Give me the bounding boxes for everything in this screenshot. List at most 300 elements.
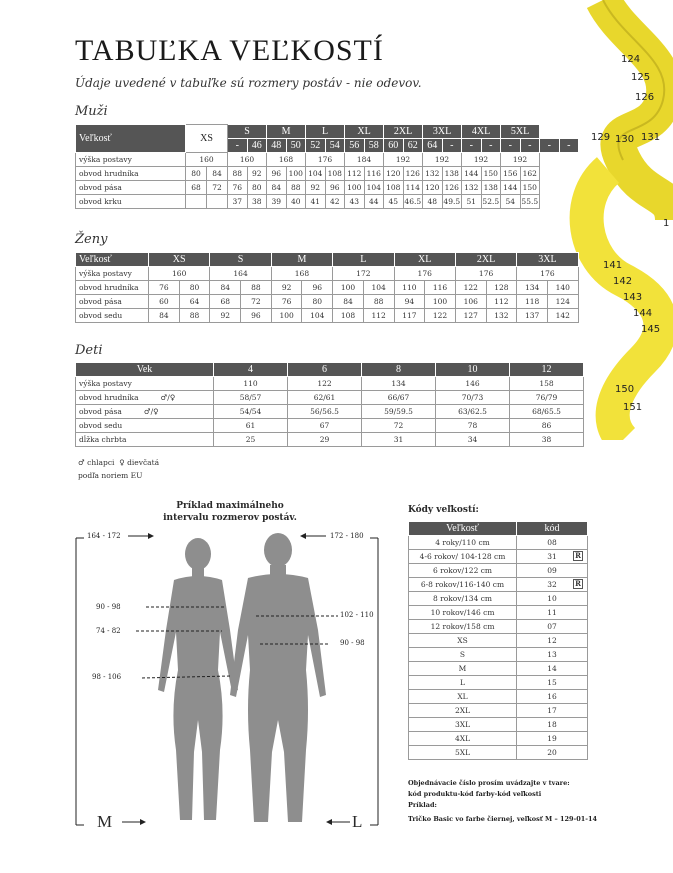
table-row xyxy=(76,153,579,167)
svg-text:1: 1 xyxy=(663,218,670,229)
figure-title: Príklad maximálneho intervalu rozmerov postáv. xyxy=(163,501,297,523)
table-row xyxy=(409,536,588,550)
cell: 64 xyxy=(179,295,210,309)
size-2xl: 2XL xyxy=(384,125,423,139)
cell: 192 xyxy=(462,153,501,167)
code-value xyxy=(517,732,588,746)
table-row xyxy=(76,405,584,419)
size-xs: XS xyxy=(186,125,228,153)
svg-text:144: 144 xyxy=(633,308,653,319)
age-header: 6 xyxy=(288,363,362,377)
cell: 49.5 xyxy=(442,195,462,209)
cell: 84 xyxy=(267,181,287,195)
page-subtitle: Údaje uvedené v tabuľke sú rozmery postáv - nie odevov. xyxy=(75,76,422,90)
code-size: XS xyxy=(409,634,517,648)
cell: 112 xyxy=(345,167,365,181)
size-header: XS xyxy=(149,253,210,267)
code-value xyxy=(517,718,588,732)
cell: 134 xyxy=(517,281,548,295)
table-row xyxy=(409,564,588,578)
codes-col-size: Veľkosť xyxy=(409,522,517,536)
women-table xyxy=(75,252,579,323)
code-size: 8 rokov/134 cm xyxy=(409,592,517,606)
cell: 100 xyxy=(286,167,306,181)
eu-size: 50 xyxy=(286,139,306,153)
men-chest: 102 - 110 xyxy=(340,611,374,619)
cell: 59/59.5 xyxy=(362,405,436,419)
cell: 80 xyxy=(179,281,210,295)
cell: 94 xyxy=(394,295,425,309)
eu-size: - xyxy=(540,139,560,153)
cell: 158 xyxy=(510,377,584,391)
cell xyxy=(207,195,228,209)
code-text: 10 xyxy=(547,594,557,603)
cell: 100 xyxy=(345,181,365,195)
codes-heading: Kódy veľkostí: xyxy=(408,505,479,515)
cell: 46.5 xyxy=(403,195,423,209)
male-silhouette xyxy=(230,533,326,822)
cell: 118 xyxy=(517,295,548,309)
cell: 168 xyxy=(267,153,306,167)
men-table xyxy=(75,124,579,209)
code-text: 15 xyxy=(547,678,557,687)
code-value xyxy=(517,606,588,620)
girl-icon: ♀ xyxy=(169,393,176,402)
women-size-label: Veľkosť xyxy=(76,253,149,267)
cell xyxy=(186,195,207,209)
men-size-label: Veľkosť xyxy=(76,125,186,153)
table-row xyxy=(76,295,579,309)
eu-size: - xyxy=(481,139,501,153)
cell: 128 xyxy=(486,281,517,295)
eu-size: - xyxy=(462,139,482,153)
code-text: 19 xyxy=(547,734,557,743)
cell: 116 xyxy=(364,167,384,181)
cell: 34 xyxy=(436,433,510,447)
code-size: 4 roky/110 cm xyxy=(409,536,517,550)
code-text: 12 xyxy=(547,636,557,645)
cell: 176 xyxy=(517,267,578,281)
cell: 122 xyxy=(288,377,362,391)
row-label: obvod krku xyxy=(76,195,186,209)
cell: 76 xyxy=(271,295,302,309)
cell: 51 xyxy=(462,195,482,209)
cell: 67 xyxy=(288,419,362,433)
code-size: 4-6 rokov/ 104-128 cm xyxy=(409,550,517,564)
cell: 92 xyxy=(306,181,326,195)
boy-girl-icon xyxy=(161,393,176,402)
cell: 84 xyxy=(149,309,180,323)
svg-text:150: 150 xyxy=(615,384,635,395)
label-m: M xyxy=(97,812,113,831)
table-row xyxy=(409,676,588,690)
cell: 122 xyxy=(425,309,456,323)
slash: / xyxy=(167,393,170,402)
cell: 78 xyxy=(436,419,510,433)
women-hips: 98 - 106 xyxy=(92,673,122,681)
regular-fit-icon: R xyxy=(575,579,581,588)
row-label: obvod pása xyxy=(76,181,186,195)
code-text: 32 xyxy=(547,580,557,589)
svg-text:131: 131 xyxy=(641,132,661,143)
cell: 92 xyxy=(210,309,241,323)
label-l: L xyxy=(352,812,363,831)
regular-fit-icon: R xyxy=(575,551,581,560)
order-note-2: kód produktu-kód farby-kód veľkosti xyxy=(408,790,542,798)
cell: 140 xyxy=(547,281,578,295)
women-heading: Ženy xyxy=(75,232,108,247)
cell: 124 xyxy=(547,295,578,309)
size-xl: XL xyxy=(345,125,384,139)
cell: 76 xyxy=(228,181,248,195)
table-row xyxy=(409,718,588,732)
cell: 76 xyxy=(149,281,180,295)
cell: 122 xyxy=(455,281,486,295)
cell: 172 xyxy=(333,267,394,281)
code-text: 16 xyxy=(547,692,557,701)
cell: 48 xyxy=(423,195,443,209)
cell: 92 xyxy=(271,281,302,295)
code-value xyxy=(517,690,588,704)
cell: 120 xyxy=(423,181,443,195)
code-size: 12 rokov/158 cm xyxy=(409,620,517,634)
kids-table xyxy=(75,362,584,447)
svg-text:129: 129 xyxy=(591,132,611,143)
cell: 41 xyxy=(306,195,326,209)
slash: / xyxy=(150,407,154,416)
table-row xyxy=(76,195,579,209)
code-size: 3XL xyxy=(409,718,517,732)
eu-size: - xyxy=(442,139,462,153)
size-header: S xyxy=(210,253,271,267)
cell: 104 xyxy=(364,181,384,195)
cell: 84 xyxy=(210,281,241,295)
table-row xyxy=(76,377,584,391)
code-text: 13 xyxy=(547,650,557,659)
table-row xyxy=(76,267,579,281)
cell: 86 xyxy=(510,419,584,433)
cell: 63/62.5 xyxy=(436,405,510,419)
row-label: výška postavy xyxy=(76,153,186,167)
cell: 120 xyxy=(384,167,404,181)
cell: 92 xyxy=(247,167,267,181)
table-row xyxy=(409,704,588,718)
eu-size: - xyxy=(520,139,540,153)
code-text: 20 xyxy=(547,748,557,757)
table-row xyxy=(76,391,584,405)
code-text: 09 xyxy=(547,566,557,575)
table-row xyxy=(409,620,588,634)
cell: 110 xyxy=(394,281,425,295)
men-waist: 90 - 98 xyxy=(340,639,365,647)
men-heading: Muži xyxy=(75,104,108,119)
kids-legend xyxy=(78,458,159,467)
size-s: S xyxy=(228,125,267,139)
cell: 25 xyxy=(214,433,288,447)
cell: 37 xyxy=(228,195,248,209)
row-label xyxy=(76,405,214,419)
cell: 108 xyxy=(384,181,404,195)
cell: 88 xyxy=(363,295,394,309)
svg-text:125: 125 xyxy=(631,72,651,83)
code-text: 17 xyxy=(547,706,557,715)
age-header: 4 xyxy=(214,363,288,377)
size-header: XL xyxy=(394,253,455,267)
code-text: 07 xyxy=(547,622,557,631)
cell: 150 xyxy=(481,167,501,181)
eu-size: - xyxy=(501,139,521,153)
code-size: L xyxy=(409,676,517,690)
cell: 138 xyxy=(481,181,501,195)
code-text: 18 xyxy=(547,720,557,729)
cell: 144 xyxy=(462,167,482,181)
cell: 44 xyxy=(364,195,384,209)
code-text: 31 xyxy=(547,552,557,561)
row-label-text: výška postavy xyxy=(79,379,132,388)
cell: 108 xyxy=(333,309,364,323)
cell: 176 xyxy=(394,267,455,281)
cell: 116 xyxy=(425,281,456,295)
cell: 56/56.5 xyxy=(288,405,362,419)
cell: 68 xyxy=(186,181,207,195)
cell: 43 xyxy=(345,195,365,209)
cell: 96 xyxy=(302,281,333,295)
svg-text:124: 124 xyxy=(621,54,641,65)
code-value xyxy=(517,536,588,550)
cell: 117 xyxy=(394,309,425,323)
eu-size: 56 xyxy=(345,139,365,153)
women-waist: 74 - 82 xyxy=(96,627,121,635)
svg-text:142: 142 xyxy=(613,276,633,287)
eu-size: 52 xyxy=(306,139,326,153)
cell: 80 xyxy=(186,167,207,181)
svg-text:151: 151 xyxy=(623,402,643,413)
code-value xyxy=(517,578,588,592)
eu-size: 48 xyxy=(267,139,287,153)
table-row xyxy=(409,578,588,592)
cell: 40 xyxy=(286,195,306,209)
kids-age-label: Vek xyxy=(76,363,214,377)
eu-size: - xyxy=(228,139,248,153)
row-label xyxy=(76,419,214,433)
svg-text:145: 145 xyxy=(641,324,661,335)
cell: 45 xyxy=(384,195,404,209)
code-size: 6 rokov/122 cm xyxy=(409,564,517,578)
cell: 72 xyxy=(207,181,228,195)
table-row xyxy=(76,181,579,195)
svg-text:141: 141 xyxy=(603,260,623,271)
table-row xyxy=(409,634,588,648)
cell: 132 xyxy=(462,181,482,195)
cell: 110 xyxy=(214,377,288,391)
boy-icon: ♂ xyxy=(143,407,151,416)
cell: 96 xyxy=(267,167,287,181)
code-value xyxy=(517,634,588,648)
cell: 88 xyxy=(179,309,210,323)
cell: 164 xyxy=(210,267,271,281)
cell: 112 xyxy=(486,295,517,309)
table-row xyxy=(76,419,584,433)
height-women: 164 - 172 xyxy=(87,532,121,540)
size-l: L xyxy=(306,125,345,139)
order-note-4: Tričko Basic vo farbe čiernej, veľkosť M – 129-01-14 xyxy=(408,815,598,823)
cell: 54/54 xyxy=(214,405,288,419)
table-row xyxy=(409,592,588,606)
eu-size: 54 xyxy=(325,139,345,153)
code-text: 11 xyxy=(547,608,557,617)
cell: 72 xyxy=(362,419,436,433)
table-row xyxy=(409,648,588,662)
eu-size: 62 xyxy=(403,139,423,153)
row-label: obvod pása xyxy=(76,295,149,309)
table-row xyxy=(409,732,588,746)
table-row xyxy=(76,433,584,447)
row-label xyxy=(76,433,214,447)
size-header: 3XL xyxy=(517,253,578,267)
cell: 100 xyxy=(425,295,456,309)
row-label-text: obvod sedu xyxy=(79,421,123,430)
cell: 160 xyxy=(186,153,228,167)
eu-size: - xyxy=(559,139,579,153)
code-size: 6-8 rokov/116-140 cm xyxy=(409,578,517,592)
age-header: 8 xyxy=(362,363,436,377)
row-label-text: obvod pása xyxy=(79,407,122,416)
cell: 88 xyxy=(228,167,248,181)
size-3xl: 3XL xyxy=(423,125,462,139)
cell: 100 xyxy=(271,309,302,323)
cell: 38 xyxy=(510,433,584,447)
cell: 150 xyxy=(520,181,540,195)
height-men: 172 - 180 xyxy=(330,532,364,540)
cell: 104 xyxy=(302,309,333,323)
code-value xyxy=(517,550,588,564)
order-note-3: Príklad: xyxy=(408,801,437,809)
size-5xl: 5XL xyxy=(501,125,540,139)
size-4xl: 4XL xyxy=(462,125,501,139)
row-label xyxy=(76,391,214,405)
eu-size: 60 xyxy=(384,139,404,153)
cell: 61 xyxy=(214,419,288,433)
row-label: obvod hrudníka xyxy=(76,281,149,295)
cell: 132 xyxy=(486,309,517,323)
cell: 29 xyxy=(288,433,362,447)
women-chest: 90 - 98 xyxy=(96,603,121,611)
code-value xyxy=(517,746,588,760)
size-header: M xyxy=(271,253,332,267)
code-size: S xyxy=(409,648,517,662)
code-value xyxy=(517,662,588,676)
girl-icon: ♀ xyxy=(119,458,125,467)
cell: 104 xyxy=(306,167,326,181)
table-row xyxy=(409,746,588,760)
cell: 76/79 xyxy=(510,391,584,405)
cell: 72 xyxy=(241,295,272,309)
size-header: L xyxy=(333,253,394,267)
cell: 66/67 xyxy=(362,391,436,405)
codes-table xyxy=(408,521,588,760)
row-label: obvod sedu xyxy=(76,309,149,323)
table-row xyxy=(409,662,588,676)
cell: 106 xyxy=(455,295,486,309)
eu-size: 58 xyxy=(364,139,384,153)
code-size: M xyxy=(409,662,517,676)
cell: 132 xyxy=(423,167,443,181)
cell: 160 xyxy=(228,153,267,167)
legend-norm: podľa noriem EU xyxy=(78,471,143,480)
cell: 31 xyxy=(362,433,436,447)
size-header: 2XL xyxy=(455,253,516,267)
cell: 68 xyxy=(210,295,241,309)
cell: 39 xyxy=(267,195,287,209)
cell: 80 xyxy=(302,295,333,309)
codes-col-code: kód xyxy=(517,522,588,536)
table-row xyxy=(409,606,588,620)
code-size: 5XL xyxy=(409,746,517,760)
code-text: 08 xyxy=(547,538,557,547)
cell: 60 xyxy=(149,295,180,309)
code-value xyxy=(517,648,588,662)
cell: 176 xyxy=(455,267,516,281)
order-note-1: Objednávacie číslo prosím uvádzajte v tvare: xyxy=(408,779,570,787)
table-row xyxy=(76,167,579,181)
cell: 137 xyxy=(517,309,548,323)
code-value xyxy=(517,704,588,718)
svg-text:126: 126 xyxy=(635,92,655,103)
table-row xyxy=(76,309,579,323)
cell: 38 xyxy=(247,195,267,209)
cell: 42 xyxy=(325,195,345,209)
code-value xyxy=(517,564,588,578)
cell: 108 xyxy=(325,167,345,181)
row-label: výška postavy xyxy=(76,267,149,281)
code-size: 2XL xyxy=(409,704,517,718)
girl-icon: ♀ xyxy=(153,407,159,416)
cell: 114 xyxy=(403,181,423,195)
age-header: 10 xyxy=(436,363,510,377)
code-text: 14 xyxy=(547,664,557,673)
cell: 68/65.5 xyxy=(510,405,584,419)
boy-icon: ♂ xyxy=(160,393,168,402)
page-title: TABUĽKA VEĽKOSTÍ xyxy=(75,34,384,67)
legend-boys: chlapci xyxy=(87,458,115,467)
cell: 192 xyxy=(423,153,462,167)
cell: 54 xyxy=(501,195,521,209)
kids-heading: Deti xyxy=(75,343,103,358)
cell: 138 xyxy=(442,167,462,181)
cell: 168 xyxy=(271,267,332,281)
code-value xyxy=(517,620,588,634)
table-row xyxy=(76,281,579,295)
female-silhouette xyxy=(158,538,238,820)
cell: 162 xyxy=(520,167,540,181)
cell: 146 xyxy=(436,377,510,391)
code-value xyxy=(517,676,588,690)
cell: 84 xyxy=(207,167,228,181)
row-label-text: obvod hrudníka xyxy=(79,393,139,402)
row-label: obvod hrudníka xyxy=(76,167,186,181)
cell: 176 xyxy=(306,153,345,167)
code-size: 4XL xyxy=(409,732,517,746)
cell: 100 xyxy=(333,281,364,295)
legend-girls: dievčatá xyxy=(127,458,160,467)
cell: 88 xyxy=(286,181,306,195)
eu-size: 64 xyxy=(423,139,443,153)
cell: 144 xyxy=(501,181,521,195)
table-row xyxy=(409,550,588,564)
age-header: 12 xyxy=(510,363,584,377)
boy-icon: ♂ xyxy=(78,458,85,467)
cell: 112 xyxy=(363,309,394,323)
